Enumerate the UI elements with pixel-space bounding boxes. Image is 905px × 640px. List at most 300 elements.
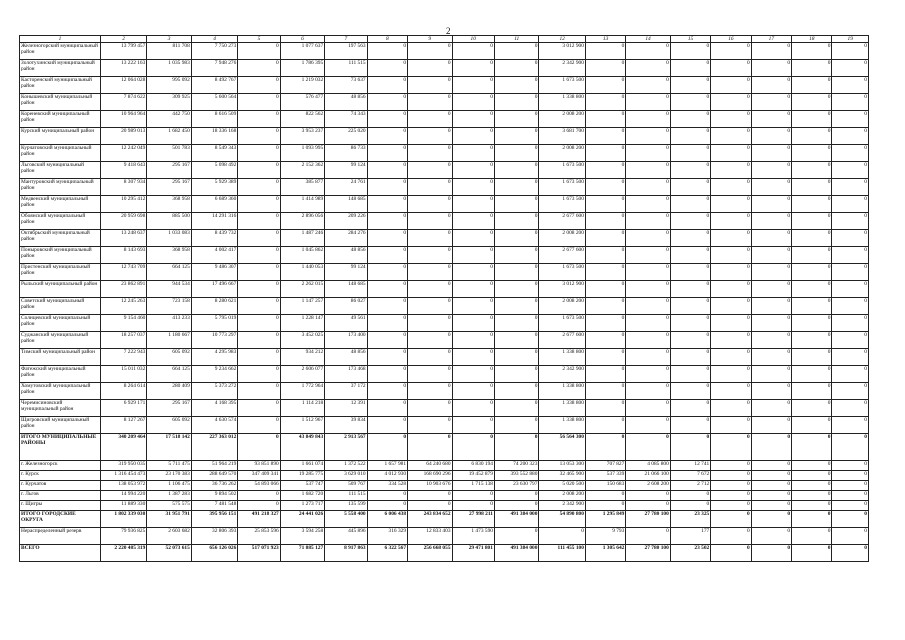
table-cell: 5 558 400 — [325, 511, 367, 528]
table-cell: 1 180 667 — [147, 332, 191, 349]
table-cell: 2 712 — [670, 481, 710, 491]
table-cell: 0 — [670, 230, 710, 247]
table-cell: 0 — [238, 400, 280, 417]
table-cell: 0 — [751, 491, 791, 501]
table-cell: 0 — [238, 43, 280, 60]
table-cell: 0 — [711, 417, 751, 434]
table-cell: 0 — [751, 332, 791, 349]
table-row — [20, 94, 869, 111]
table-cell: 0 — [626, 501, 670, 511]
table-cell: 664 125 — [147, 366, 191, 383]
table-cell: 0 — [711, 128, 751, 145]
table-cell: 12 741 — [670, 461, 710, 471]
row-name: ВСЕГО — [20, 545, 101, 562]
table-cell: 48 856 — [325, 349, 367, 366]
total-row — [20, 434, 869, 461]
table-cell: 56 564 300 — [539, 434, 585, 461]
table-cell: 0 — [751, 213, 791, 230]
table-cell: 6 830 194 — [452, 461, 494, 471]
table-cell: 0 — [751, 196, 791, 213]
table-cell: 0 — [494, 528, 538, 545]
table-cell: 6 689 360 — [191, 196, 237, 213]
row-name: Нераспределенный резерв — [20, 528, 101, 545]
table-cell: 0 — [670, 332, 710, 349]
table-cell: 0 — [408, 501, 452, 511]
table-cell: 0 — [494, 315, 538, 332]
table-cell: 995 092 — [147, 77, 191, 94]
table-cell: 2 342 900 — [539, 366, 585, 383]
table-cell: 0 — [832, 400, 869, 417]
table-cell: 0 — [408, 94, 452, 111]
table-cell: 0 — [367, 60, 407, 77]
table-cell: 1 045 862 — [280, 247, 324, 264]
table-cell: 284 276 — [325, 230, 367, 247]
table-cell: 445 896 — [325, 528, 367, 545]
table-cell: 491 218 327 — [238, 511, 280, 528]
table-cell: 385 877 — [280, 179, 324, 196]
table-cell: 1 440 053 — [280, 264, 324, 281]
row-name: Поныровский муниципальный район — [20, 247, 101, 264]
table-cell: 13 248 637 — [100, 230, 146, 247]
table-cell: 9 234 662 — [191, 366, 237, 383]
table-cell: 0 — [832, 434, 869, 461]
table-cell: 0 — [792, 400, 832, 417]
table-cell: 173 468 — [325, 366, 367, 383]
table-cell: 288 649 570 — [191, 471, 237, 481]
table-cell: 0 — [711, 94, 751, 111]
table-cell: 1 657 981 — [367, 461, 407, 471]
table-cell: 0 — [494, 298, 538, 315]
table-cell: 2 342 900 — [539, 60, 585, 77]
table-cell: 0 — [751, 162, 791, 179]
table-cell: 0 — [367, 264, 407, 281]
table-cell: 0 — [711, 315, 751, 332]
table-cell: 0 — [792, 349, 832, 366]
table-cell: 0 — [585, 264, 625, 281]
table-cell: 0 — [494, 111, 538, 128]
table-cell: 8 143 693 — [100, 247, 146, 264]
table-cell: 0 — [408, 315, 452, 332]
table-cell: 0 — [367, 213, 407, 230]
table-row — [20, 315, 869, 332]
table-cell: 0 — [711, 43, 751, 60]
table-cell: 0 — [452, 230, 494, 247]
table-cell: 0 — [626, 383, 670, 400]
table-cell: 0 — [711, 247, 751, 264]
table-cell: 12 391 — [325, 400, 367, 417]
column-number: 9 — [408, 36, 452, 43]
table-cell: 0 — [367, 128, 407, 145]
table-cell: 3 594 258 — [280, 528, 324, 545]
table-row — [20, 77, 869, 94]
table-cell: 0 — [626, 298, 670, 315]
table-cell: 3 953 237 — [280, 128, 324, 145]
table-cell: 0 — [751, 145, 791, 162]
table-cell: 0 — [494, 400, 538, 417]
column-number: 3 — [147, 36, 191, 43]
table-cell: 0 — [408, 145, 452, 162]
table-cell: 24 441 026 — [280, 511, 324, 528]
table-cell: 0 — [452, 60, 494, 77]
table-cell: 0 — [751, 434, 791, 461]
table-cell: 0 — [452, 111, 494, 128]
table-cell: 0 — [711, 461, 751, 471]
table-cell: 2 152 362 — [280, 162, 324, 179]
table-cell: 0 — [494, 179, 538, 196]
table-cell: 0 — [832, 366, 869, 383]
table-cell: 1 661 074 — [280, 461, 324, 471]
table-cell: 0 — [751, 366, 791, 383]
table-cell: 0 — [711, 60, 751, 77]
table-cell: 20 959 698 — [100, 213, 146, 230]
table-row — [20, 213, 869, 230]
table-cell: 0 — [626, 230, 670, 247]
table-cell: 537 747 — [280, 481, 324, 491]
table-cell: 0 — [408, 162, 452, 179]
table-cell: 0 — [585, 434, 625, 461]
column-number-row — [20, 36, 869, 43]
table-cell: 1 673 500 — [539, 264, 585, 281]
table-cell: 111 515 — [325, 60, 367, 77]
table-cell: 0 — [585, 162, 625, 179]
table-cell: 0 — [585, 501, 625, 511]
table-cell: 73 637 — [325, 77, 367, 94]
table-cell: 9 418 643 — [100, 162, 146, 179]
table-cell: 6 322 567 — [367, 545, 407, 562]
row-name: г. Курск — [20, 471, 101, 481]
row-name: Обоянский муниципальный район — [20, 213, 101, 230]
total-row — [20, 511, 869, 528]
table-cell: 0 — [670, 315, 710, 332]
table-cell: 0 — [832, 349, 869, 366]
table-cell: 1 093 995 — [280, 145, 324, 162]
table-cell: 1 033 083 — [147, 230, 191, 247]
table-cell: 15 011 032 — [100, 366, 146, 383]
table-cell: 0 — [408, 417, 452, 434]
table-cell: 442 750 — [147, 111, 191, 128]
table-cell: 2 603 682 — [147, 528, 191, 545]
table-cell: 0 — [832, 179, 869, 196]
table-body — [20, 36, 869, 562]
table-cell: 0 — [670, 60, 710, 77]
table-cell: 0 — [792, 501, 832, 511]
table-cell: 0 — [832, 77, 869, 94]
table-row — [20, 43, 869, 60]
table-cell: 0 — [626, 281, 670, 298]
table-cell: 0 — [711, 332, 751, 349]
table-cell: 0 — [832, 315, 869, 332]
table-cell: 575 575 — [147, 501, 191, 511]
table-cell: 0 — [452, 43, 494, 60]
row-name: ИТОГО ГОРОДСКИЕ ОКРУГА — [20, 511, 101, 528]
table-cell: 0 — [539, 528, 585, 545]
table-cell: 8 492 767 — [191, 77, 237, 94]
row-name: Курчатовский муниципальный район — [20, 145, 101, 162]
table-cell: 811 708 — [147, 43, 191, 60]
table-cell: 23 630 797 — [494, 481, 538, 491]
table-cell: 0 — [832, 417, 869, 434]
table-cell: 656 126 026 — [191, 545, 237, 562]
table-cell: 0 — [751, 247, 791, 264]
table-cell: 0 — [751, 43, 791, 60]
table-cell: 0 — [792, 247, 832, 264]
table-cell: 0 — [832, 461, 869, 471]
table-cell: 1 682 720 — [280, 491, 324, 501]
table-cell: 0 — [452, 77, 494, 94]
table-cell: 0 — [367, 332, 407, 349]
table-cell: 0 — [452, 145, 494, 162]
row-name: Суджанский муниципальный район — [20, 332, 101, 349]
table-cell: 0 — [711, 77, 751, 94]
table-cell: 86 733 — [325, 145, 367, 162]
table-cell: 209 226 — [325, 213, 367, 230]
table-cell: 0 — [832, 471, 869, 481]
table-cell: 148 685 — [325, 196, 367, 213]
table-cell: 0 — [792, 264, 832, 281]
table-cell: 74 343 — [325, 111, 367, 128]
table-cell: 23 502 — [670, 545, 710, 562]
budget-distribution-table — [19, 35, 869, 562]
table-cell: 0 — [408, 77, 452, 94]
table-cell: 0 — [452, 349, 494, 366]
table-cell: 74 200 323 — [494, 461, 538, 471]
table-cell: 0 — [494, 264, 538, 281]
table-cell: 0 — [626, 332, 670, 349]
column-number: 1 — [20, 36, 101, 43]
table-cell: 12 242 049 — [100, 145, 146, 162]
table-cell: 0 — [792, 511, 832, 528]
table-cell: 0 — [792, 471, 832, 481]
row-name: Хомутовский муниципальный район — [20, 383, 101, 400]
table-cell: 368 958 — [147, 196, 191, 213]
row-name: г. Железногорск — [20, 461, 101, 471]
table-cell: 11 889 330 — [100, 501, 146, 511]
table-cell: 0 — [585, 230, 625, 247]
total-row — [20, 545, 869, 562]
table-row — [20, 501, 869, 511]
table-cell: 517 071 923 — [238, 545, 280, 562]
table-cell: 0 — [626, 417, 670, 434]
table-row — [20, 332, 869, 349]
table-cell: 4 085 800 — [626, 461, 670, 471]
column-number: 2 — [100, 36, 146, 43]
table-cell: 99 124 — [325, 264, 367, 281]
table-cell: 32 806 393 — [191, 528, 237, 545]
table-cell: 3 452 025 — [280, 332, 324, 349]
table-cell: 0 — [238, 60, 280, 77]
table-cell: 0 — [751, 511, 791, 528]
table-cell: 1 673 500 — [539, 196, 585, 213]
table-cell: 23 170 383 — [147, 471, 191, 481]
table-cell: 0 — [238, 383, 280, 400]
table-cell: 1 295 849 — [585, 511, 625, 528]
table-cell: 1 338 800 — [539, 417, 585, 434]
table-cell: 0 — [585, 366, 625, 383]
table-cell: 52 073 615 — [147, 545, 191, 562]
table-row — [20, 471, 869, 481]
table-cell: 0 — [751, 471, 791, 481]
table-cell: 0 — [452, 298, 494, 315]
table-cell: 0 — [711, 400, 751, 417]
table-cell: 0 — [832, 247, 869, 264]
table-cell: 0 — [832, 383, 869, 400]
table-cell: 0 — [670, 434, 710, 461]
table-cell: 0 — [494, 501, 538, 511]
column-number: 7 — [325, 36, 367, 43]
table-cell: 0 — [626, 145, 670, 162]
table-cell: 0 — [367, 383, 407, 400]
table-cell: 0 — [238, 315, 280, 332]
table-cell: 0 — [792, 179, 832, 196]
table-cell: 0 — [494, 281, 538, 298]
table-cell: 111 515 — [325, 491, 367, 501]
table-cell: 0 — [751, 60, 791, 77]
table-cell: 1 035 983 — [147, 60, 191, 77]
table-cell: 7 481 548 — [191, 501, 237, 511]
table-cell: 0 — [408, 213, 452, 230]
table-cell: 0 — [408, 60, 452, 77]
table-cell: 9 793 — [585, 528, 625, 545]
table-cell: 7 948 276 — [191, 60, 237, 77]
table-cell: 2 896 056 — [280, 213, 324, 230]
table-cell: 0 — [751, 501, 791, 511]
table-cell: 1 338 800 — [539, 383, 585, 400]
table-cell: 0 — [585, 349, 625, 366]
table-cell: 0 — [238, 281, 280, 298]
table-cell: 5 795 019 — [191, 315, 237, 332]
table-cell: 0 — [585, 60, 625, 77]
table-cell: 0 — [494, 94, 538, 111]
table-cell: 605 092 — [147, 417, 191, 434]
table-cell: 2 008 200 — [539, 298, 585, 315]
table-cell: 64 240 680 — [408, 461, 452, 471]
table-cell: 48 856 — [325, 94, 367, 111]
table-cell: 8 307 934 — [100, 179, 146, 196]
table-row — [20, 298, 869, 315]
table-cell: 71 885 127 — [280, 545, 324, 562]
table-cell: 0 — [452, 434, 494, 461]
table-cell: 0 — [585, 332, 625, 349]
table-cell: 0 — [751, 545, 791, 562]
table-cell: 0 — [452, 247, 494, 264]
table-cell: 0 — [626, 179, 670, 196]
column-number: 5 — [238, 36, 280, 43]
table-cell: 0 — [408, 179, 452, 196]
table-row — [20, 128, 869, 145]
table-cell: 0 — [626, 315, 670, 332]
table-cell: 0 — [792, 461, 832, 471]
table-cell: 0 — [792, 383, 832, 400]
table-cell: 39 834 — [325, 417, 367, 434]
table-cell: 413 233 — [147, 315, 191, 332]
table-cell: 0 — [792, 332, 832, 349]
table-cell: 0 — [585, 77, 625, 94]
table-cell: 7 672 — [670, 471, 710, 481]
table-cell: 1 786 395 — [280, 60, 324, 77]
column-number: 11 — [494, 36, 538, 43]
row-name: ИТОГО МУНИЦИПАЛЬНЫЕ РАЙОНЫ — [20, 434, 101, 461]
table-cell: 48 856 — [325, 247, 367, 264]
table-cell: 0 — [792, 434, 832, 461]
table-cell: 0 — [494, 247, 538, 264]
table-cell: 27 780 100 — [626, 545, 670, 562]
table-cell: 0 — [751, 315, 791, 332]
table-cell: 0 — [626, 111, 670, 128]
table-cell: 0 — [711, 366, 751, 383]
table-cell: 0 — [751, 94, 791, 111]
table-cell: 605 092 — [147, 349, 191, 366]
table-cell: 4 168 395 — [191, 400, 237, 417]
table-cell: 51 964 219 — [191, 461, 237, 471]
table-cell: 0 — [494, 417, 538, 434]
table-cell: 12 245 263 — [100, 298, 146, 315]
table-cell: 0 — [832, 60, 869, 77]
table-cell: 0 — [585, 383, 625, 400]
table-cell: 0 — [452, 417, 494, 434]
table-cell: 10 773 297 — [191, 332, 237, 349]
column-number: 14 — [626, 36, 670, 43]
table-cell: 0 — [494, 43, 538, 60]
table-cell: 1 772 964 — [280, 383, 324, 400]
table-cell: 319 950 035 — [100, 461, 146, 471]
table-cell: 0 — [792, 528, 832, 545]
table-cell: 3 012 900 — [539, 281, 585, 298]
table-cell: 0 — [670, 128, 710, 145]
table-cell: 0 — [238, 298, 280, 315]
table-cell: 0 — [792, 315, 832, 332]
table-cell: 13 799 457 — [100, 43, 146, 60]
table-cell: 8 439 732 — [191, 230, 237, 247]
table-cell: 0 — [238, 213, 280, 230]
column-number: 10 — [452, 36, 494, 43]
table-cell: 0 — [494, 145, 538, 162]
table-cell: 0 — [238, 145, 280, 162]
table-cell: 347 409 341 — [238, 471, 280, 481]
row-name: Курский муниципальный район — [20, 128, 101, 145]
table-cell: 0 — [751, 281, 791, 298]
row-name: Солнцевский муниципальный район — [20, 315, 101, 332]
table-cell: 5 929 389 — [191, 179, 237, 196]
table-cell: 1 273 717 — [280, 501, 324, 511]
table-cell: 1 147 257 — [280, 298, 324, 315]
table-cell: 0 — [626, 43, 670, 60]
table-cell: 2 913 567 — [325, 434, 367, 461]
table-row — [20, 60, 869, 77]
table-cell: 0 — [367, 281, 407, 298]
table-cell: 0 — [792, 230, 832, 247]
table-cell: 0 — [494, 434, 538, 461]
table-cell: 3 681 700 — [539, 128, 585, 145]
table-cell: 0 — [751, 230, 791, 247]
table-cell: 9 486 307 — [191, 264, 237, 281]
table-cell: 0 — [367, 298, 407, 315]
table-cell: 0 — [367, 145, 407, 162]
table-cell: 0 — [711, 471, 751, 481]
table-cell: 0 — [408, 128, 452, 145]
table-cell: 1 512 967 — [280, 417, 324, 434]
table-cell: 14 291 316 — [191, 213, 237, 230]
table-cell: 1 487 246 — [280, 230, 324, 247]
table-cell: 9 894 502 — [191, 491, 237, 501]
table-cell: 25 853 596 — [238, 528, 280, 545]
table-cell: 0 — [792, 43, 832, 60]
table-cell: 0 — [751, 383, 791, 400]
table-cell: 27 780 100 — [626, 511, 670, 528]
table-cell: 0 — [452, 281, 494, 298]
table-cell: 295 167 — [147, 179, 191, 196]
table-cell: 0 — [408, 111, 452, 128]
table-cell: 0 — [367, 43, 407, 60]
